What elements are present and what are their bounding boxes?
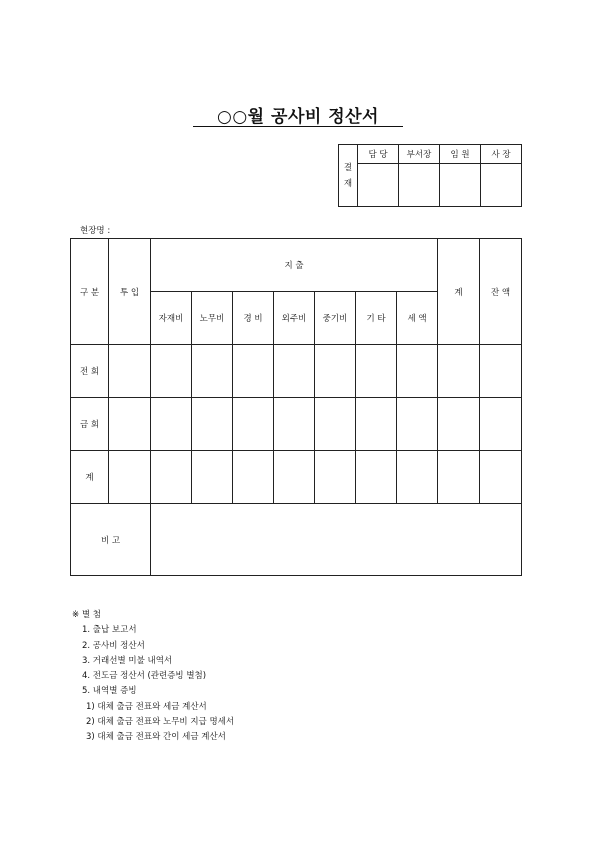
table-row xyxy=(71,451,522,504)
table-cell[interactable] xyxy=(233,345,274,398)
attachment-item: 1. 출납 보고서 xyxy=(82,625,137,636)
table-cell[interactable] xyxy=(356,345,397,398)
table-cell[interactable] xyxy=(109,345,151,398)
approval-header-executive: 임 원 xyxy=(440,145,481,164)
table-cell[interactable] xyxy=(151,451,192,504)
attachment-subitem: 1) 대체 출금 전표와 세금 계산서 xyxy=(86,701,207,712)
header-input: 투 입 xyxy=(109,239,151,345)
table-cell[interactable] xyxy=(438,345,480,398)
header-total: 계 xyxy=(438,239,480,345)
header-equipment-cost: 중기비 xyxy=(315,292,356,345)
table-row xyxy=(71,345,522,398)
approval-label-text: 결 재 xyxy=(343,162,353,189)
table-cell[interactable] xyxy=(438,398,480,451)
table-cell[interactable] xyxy=(356,398,397,451)
header-tax-amount: 세 액 xyxy=(397,292,438,345)
attachment-subitem: 3) 대체 출금 전표와 간이 세금 계산서 xyxy=(86,732,226,743)
attachments-heading: ※ 별 첨 xyxy=(72,610,101,620)
table-cell[interactable] xyxy=(274,345,315,398)
row-label-current: 금 회 xyxy=(71,398,109,451)
approval-sign-executive[interactable] xyxy=(440,164,481,207)
remarks-label: 비 고 xyxy=(71,504,151,576)
table-cell[interactable] xyxy=(397,398,438,451)
table-cell[interactable] xyxy=(274,451,315,504)
row-label-previous: 전 회 xyxy=(71,345,109,398)
header-expense: 지 출 xyxy=(151,239,438,292)
approval-header-dept-head: 부서장 xyxy=(399,145,440,164)
header-labor-cost: 노무비 xyxy=(192,292,233,345)
approval-header-staff: 담 당 xyxy=(358,145,399,164)
attachment-item: 4. 전도금 정산서 (관련증빙 별첨) xyxy=(82,671,207,682)
table-cell[interactable] xyxy=(397,451,438,504)
table-cell[interactable] xyxy=(274,398,315,451)
document-title: ○○월 공사비 정산서 xyxy=(217,107,379,127)
header-balance: 잔 액 xyxy=(480,239,522,345)
header-material-cost: 자재비 xyxy=(151,292,192,345)
header-subcontract-cost: 외주비 xyxy=(274,292,315,345)
row-label-sum: 계 xyxy=(71,451,109,504)
attachment-item: 3. 거래선별 미불 내역서 xyxy=(82,655,173,666)
table-cell[interactable] xyxy=(151,398,192,451)
settlement-table xyxy=(70,238,522,576)
approval-header-president: 사 장 xyxy=(481,145,522,164)
approval-sign-staff[interactable] xyxy=(358,164,399,207)
table-cell[interactable] xyxy=(356,451,397,504)
attachment-subitem: 2) 대체 출금 전표와 노무비 지급 명세서 xyxy=(86,717,235,728)
approval-sign-dept-head[interactable] xyxy=(399,164,440,207)
remarks-field[interactable] xyxy=(151,504,522,576)
header-category: 구 분 xyxy=(71,239,109,345)
header-overhead-cost: 경 비 xyxy=(233,292,274,345)
approval-sign-president[interactable] xyxy=(481,164,522,207)
remarks-row xyxy=(71,504,522,576)
table-cell[interactable] xyxy=(192,398,233,451)
table-cell[interactable] xyxy=(397,345,438,398)
table-cell[interactable] xyxy=(315,451,356,504)
table-cell[interactable] xyxy=(109,451,151,504)
table-cell[interactable] xyxy=(151,345,192,398)
table-cell[interactable] xyxy=(233,398,274,451)
site-name-label: 현장명 : xyxy=(80,226,111,236)
table-cell[interactable] xyxy=(192,451,233,504)
table-cell[interactable] xyxy=(192,345,233,398)
table-row xyxy=(71,398,522,451)
title-underline xyxy=(193,126,403,127)
table-cell[interactable] xyxy=(480,398,522,451)
attachment-item: 5. 내역별 증빙 xyxy=(82,686,137,697)
approval-table xyxy=(338,144,522,207)
header-other-cost: 기 타 xyxy=(356,292,397,345)
attachment-item: 2. 공사비 정산서 xyxy=(82,640,145,651)
table-cell[interactable] xyxy=(438,451,480,504)
attachments-list xyxy=(72,608,234,746)
approval-label xyxy=(339,145,358,207)
table-cell[interactable] xyxy=(109,398,151,451)
table-cell[interactable] xyxy=(315,345,356,398)
table-cell[interactable] xyxy=(233,451,274,504)
table-cell[interactable] xyxy=(315,398,356,451)
table-cell[interactable] xyxy=(480,345,522,398)
table-cell[interactable] xyxy=(480,451,522,504)
